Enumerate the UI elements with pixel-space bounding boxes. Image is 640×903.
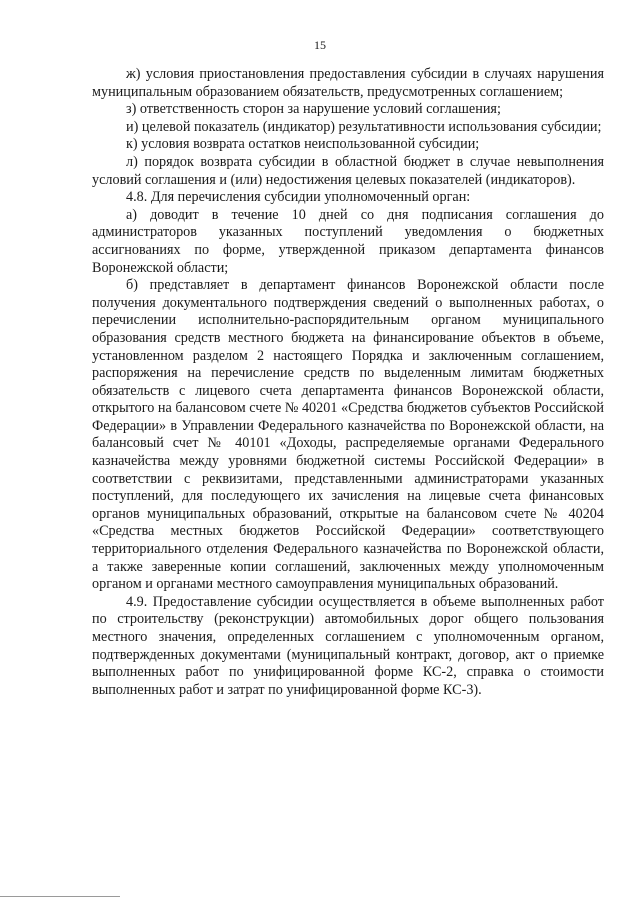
paragraph-i: и) целевой показатель (индикатор) результативности использования субсидии;: [126, 118, 602, 135]
paragraph-4-9: 4.9. Предоставление субсидии осуществляется в объеме выполненных работ по строительству (реконструкции) автомобильных дорог общего пользования местного значения, определенных соглашением с уполномоченным органом, подтвержденных документами (муниципальный контракт, договор, акт о приемке выполненных работ по унифицированной форме КС-2, справка о стоимости выполненных работ и затрат по унифицированной форме КС-3).: [92, 593, 604, 698]
paragraph-b: б) представляет в департамент финансов Воронежской области после получения документального подтверждения сведений о выполненных работах, о перечислении исполнительно-распорядительным органом муниципального образования средств местного бюджета на финансирование объектов в объеме, установленном разделом 2 настоящего Порядка и заключенным соглашением, распоряжения на перечисление средств по выделенным лимитам бюджетных обязательств с лицевого счета департамента финансов Воронежской области, открытого на балансовом счете № 40201 «Средства бюджетов субъектов Российской Федерации» в Управлении Федерального казначейства по Воронежской области, на балансовый счет № 40101 «Доходы, распределяемые органами Федерального казначейства между уровнями бюджетной системы Российской Федерации» в соответствии с реквизитами, представленными администраторами указанных поступлений, для последующего их зачисления на лицевые счета финансовых органов муниципальных образований, открытые на балансовом счете № 40204 «Средства местных бюджетов Российской Федерации» соответствующего территориального отделения Федерального казначейства по Воронежской области, а также заверенные копии соглашений, заключенных между уполномоченным органом и органами местного самоуправления муниципальных образований.: [92, 277, 604, 593]
footer-divider: [0, 896, 120, 897]
document-body: [92, 66, 604, 699]
paragraph-z: з) ответственность сторон за нарушение условий соглашения;: [126, 101, 501, 118]
page-number: 15: [314, 38, 326, 52]
paragraph-4-8: 4.8. Для перечисления субсидии уполномоченный орган:: [126, 189, 471, 206]
paragraph-zh: ж) условия приостановления предоставления субсидии в случаях нарушения муниципальным образованием обязательств, предусмотренных соглашением;: [92, 66, 604, 100]
paragraph-k: к) условия возврата остатков неиспользованной субсидии;: [126, 136, 480, 153]
paragraph-a: а) доводит в течение 10 дней со дня подписания соглашения до администраторов указанных поступлений уведомления о бюджетных ассигнованиях по форме, утвержденной приказом департамента финансов Воронежской области;: [92, 206, 604, 276]
paragraph-l: л) порядок возврата субсидии в областной бюджет в случае невыполнения условий соглашения и (или) недостижения целевых показателей (индикаторов).: [92, 153, 604, 188]
